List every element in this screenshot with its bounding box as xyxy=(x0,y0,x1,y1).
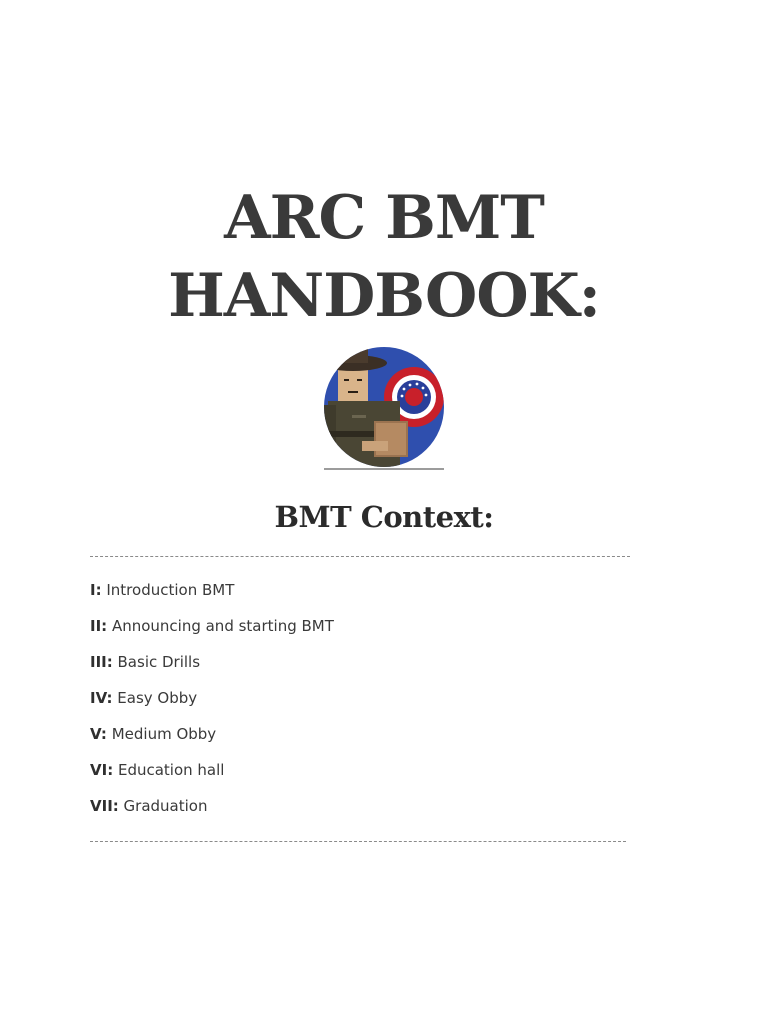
toc-item-number: VI: xyxy=(90,761,114,779)
toc-item-text: Announcing and starting BMT xyxy=(107,617,334,635)
toc-item xyxy=(90,686,690,722)
section-heading: BMT Context: xyxy=(274,500,494,534)
toc-item xyxy=(90,722,690,758)
toc-item-number: IV: xyxy=(90,689,113,707)
toc-item-number: I: xyxy=(90,581,102,599)
toc-item-number: III: xyxy=(90,653,113,671)
toc-item xyxy=(90,758,690,794)
table-of-contents xyxy=(90,578,690,830)
toc-item-text: Graduation xyxy=(118,797,208,815)
toc-item-number: VII: xyxy=(90,797,119,815)
toc-item-text: Introduction BMT xyxy=(101,581,235,599)
separator-line-bottom xyxy=(90,841,626,842)
toc-item xyxy=(90,650,690,686)
recruiting-logo-image xyxy=(322,345,446,471)
toc-item xyxy=(90,614,690,650)
toc-item-text: Education hall xyxy=(113,761,225,779)
separator-line-top xyxy=(90,556,630,557)
toc-item-number: V: xyxy=(90,725,107,743)
toc-item-text: Medium Obby xyxy=(106,725,217,743)
toc-item-number: II: xyxy=(90,617,108,635)
drill-instructor-icon xyxy=(322,345,446,471)
toc-item xyxy=(90,794,690,830)
document-title-line-1: ARC BMT xyxy=(224,183,544,253)
toc-item xyxy=(90,578,690,614)
toc-item-text: Easy Obby xyxy=(112,689,198,707)
document-title-line-2: HANDBOOK: xyxy=(168,261,600,331)
toc-item-text: Basic Drills xyxy=(112,653,201,671)
